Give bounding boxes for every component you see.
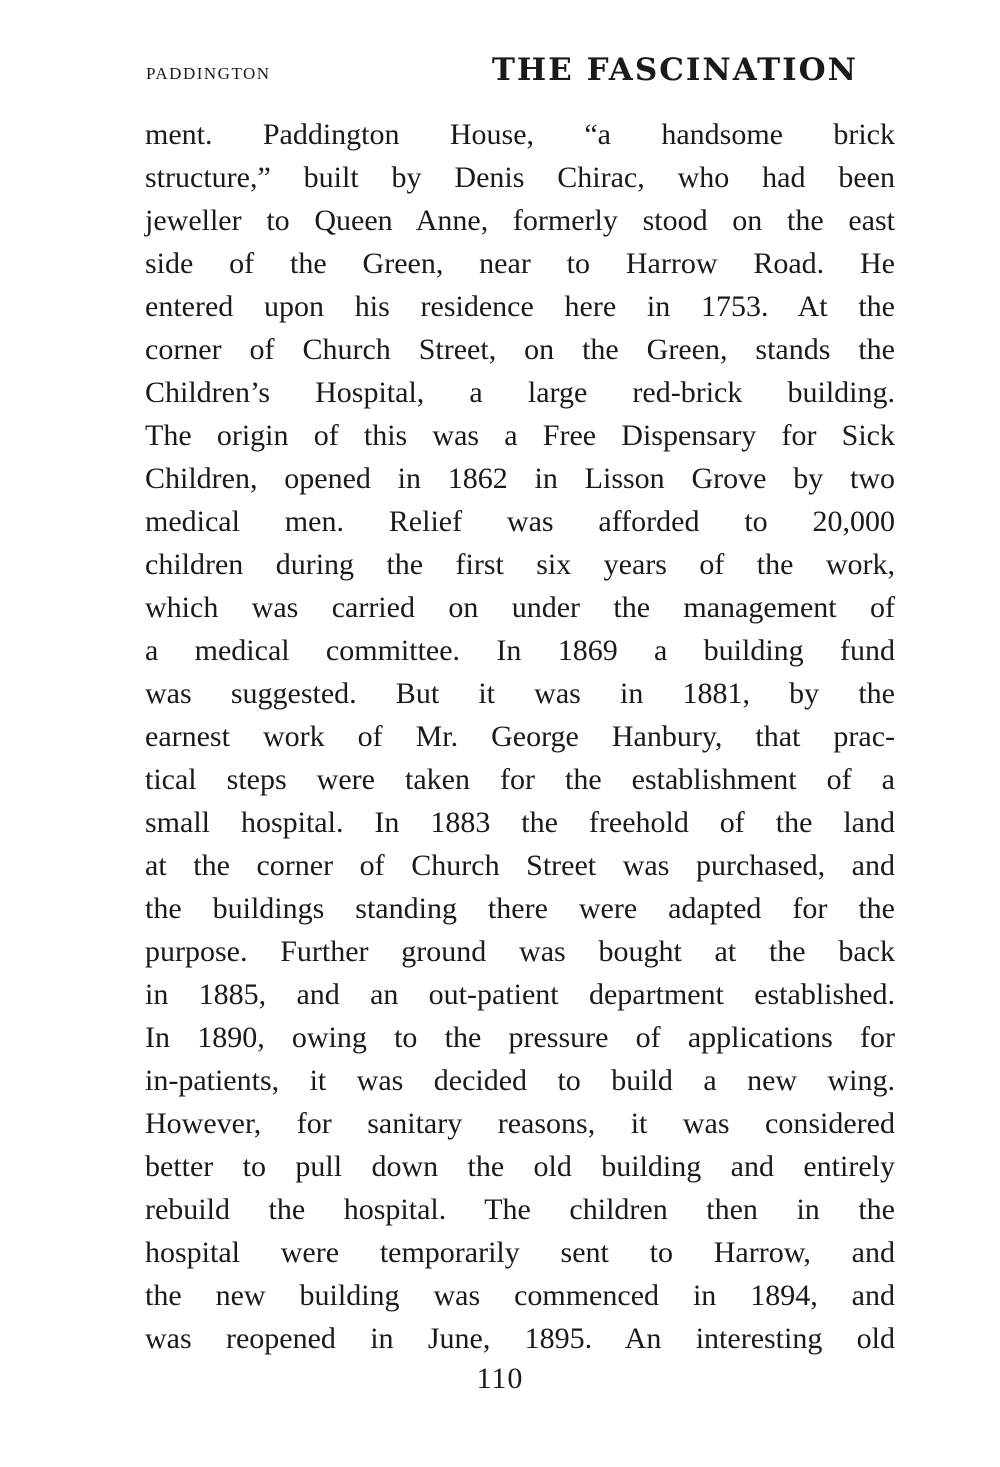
running-head-location: PADDINGTON <box>146 64 271 83</box>
text-line: children during the first six years of the work, <box>145 548 895 581</box>
text-line: jeweller to Queen Anne, formerly stood on the east <box>145 204 895 237</box>
text-line: The origin of this was a Free Dispensary for Sick <box>145 419 895 452</box>
text-line: a medical committee. In 1869 a building fund <box>145 634 895 667</box>
text-line: tical steps were taken for the establishment of a <box>145 763 895 796</box>
text-line: rebuild the hospital. The children then in the <box>145 1193 895 1226</box>
text-line: purpose. Further ground was bought at the back <box>145 935 895 968</box>
body-text <box>145 113 895 1360</box>
text-line: structure,” built by Denis Chirac, who had been <box>145 161 895 194</box>
text-line: was reopened in June, 1895. An interesting old <box>145 1322 895 1355</box>
running-head <box>146 52 858 92</box>
text-line: the buildings standing there were adapted for the <box>145 892 895 925</box>
text-line: medical men. Relief was afforded to 20,000 <box>145 505 895 538</box>
text-line: better to pull down the old building and entirely <box>145 1150 895 1183</box>
text-line: entered upon his residence here in 1753. At the <box>145 290 895 323</box>
text-line: Children’s Hospital, a large red-brick building. <box>145 376 895 409</box>
text-line: ment. Paddington House, “a handsome brick <box>145 118 895 151</box>
text-line: in-patients, it was decided to build a new wing. <box>145 1064 895 1097</box>
text-line: at the corner of Church Street was purchased, and <box>145 849 895 882</box>
text-line: the new building was commenced in 1894, and <box>145 1279 895 1312</box>
text-line: corner of Church Street, on the Green, stands the <box>145 333 895 366</box>
text-line: In 1890, owing to the pressure of applications for <box>145 1021 895 1054</box>
text-line: was suggested. But it was in 1881, by the <box>145 677 895 710</box>
text-line: small hospital. In 1883 the freehold of the land <box>145 806 895 839</box>
text-line: hospital were temporarily sent to Harrow, and <box>145 1236 895 1269</box>
text-line: side of the Green, near to Harrow Road. He <box>145 247 895 280</box>
text-line: However, for sanitary reasons, it was considered <box>145 1107 895 1140</box>
text-line: which was carried on under the management of <box>145 591 895 624</box>
running-head-title: THE FASCINATION <box>491 52 858 88</box>
text-line: Children, opened in 1862 in Lisson Grove by two <box>145 462 895 495</box>
text-line: in 1885, and an out-patient department established. <box>145 978 895 1011</box>
text-line: earnest work of Mr. George Hanbury, that prac- <box>145 720 895 753</box>
page-number: 110 <box>476 1362 524 1395</box>
